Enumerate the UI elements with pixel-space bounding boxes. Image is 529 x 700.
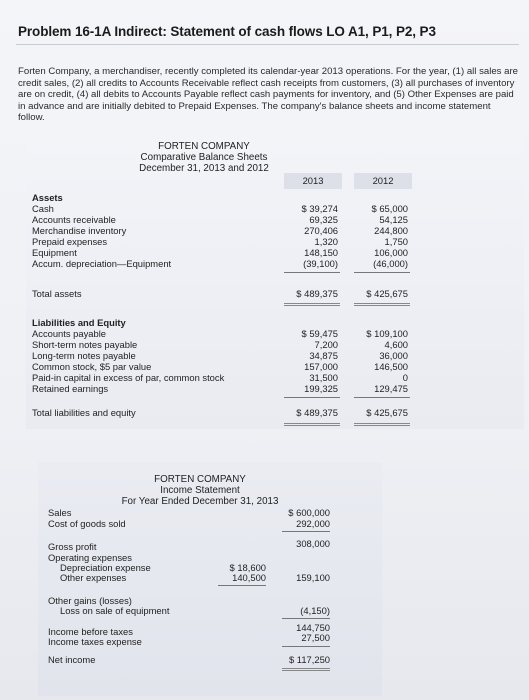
asset-2012: 54,125 bbox=[379, 214, 408, 225]
is-row-label: Loss on sale of equipment bbox=[60, 605, 170, 616]
is-row-outer: $ 117,250 bbox=[288, 654, 330, 665]
liability-label: Long-term notes payable bbox=[32, 350, 136, 361]
asset-2013: (39,100) bbox=[303, 258, 338, 269]
asset-2013: $ 39,274 bbox=[301, 203, 338, 214]
bs-date: December 31, 2013 and 2012 bbox=[139, 163, 269, 174]
title-divider bbox=[16, 44, 519, 45]
assets-subtotal-rule-2012 bbox=[354, 272, 410, 273]
total-liab-2012: $ 425,675 bbox=[366, 407, 408, 418]
bs-col-2013: 2013 bbox=[302, 175, 324, 186]
is-row-inner: $ 18,600 bbox=[229, 562, 266, 573]
liab-subtotal-rule-2012 bbox=[354, 397, 410, 398]
problem-title: Problem 16-1A Indirect: Statement of cash flows LO A1, P1, P2, P3 bbox=[18, 24, 436, 39]
asset-2013: 69,325 bbox=[309, 214, 338, 225]
total-liab-rule-2012 bbox=[354, 423, 410, 426]
liability-label: Short-term notes payable bbox=[32, 339, 138, 350]
liability-2012: 129,475 bbox=[374, 383, 408, 394]
liability-2012: 4,600 bbox=[384, 339, 408, 350]
is-row-label: Net income bbox=[48, 654, 96, 665]
opex-rule bbox=[218, 585, 266, 586]
bs-col-2012: 2012 bbox=[372, 175, 394, 186]
is-row-label: Other gains (losses) bbox=[48, 595, 132, 606]
liability-label: Common stock, $5 par value bbox=[32, 361, 152, 372]
is-row-label: Operating expenses bbox=[48, 552, 132, 563]
asset-2012: 106,000 bbox=[374, 247, 408, 258]
total-assets-rule-2012 bbox=[354, 303, 410, 306]
asset-label: Accounts receivable bbox=[32, 214, 116, 225]
liability-2013: 157,000 bbox=[304, 361, 338, 372]
is-row-label: Cost of goods sold bbox=[48, 518, 126, 529]
liab-equity-heading: Liabilities and Equity bbox=[32, 317, 126, 328]
is-row-label: Sales bbox=[48, 507, 72, 518]
net-income-rule bbox=[282, 668, 330, 671]
bs-statement-name: Comparative Balance Sheets bbox=[140, 152, 268, 163]
liability-2013: $ 59,475 bbox=[301, 328, 338, 339]
asset-2013: 148,150 bbox=[304, 247, 338, 258]
liability-label: Paid-in capital in excess of par, common stock bbox=[32, 372, 225, 383]
is-row-outer: 159,100 bbox=[296, 572, 330, 583]
total-assets-2013: $ 489,375 bbox=[296, 288, 338, 299]
liability-2013: 199,325 bbox=[304, 383, 338, 394]
is-row-inner: 140,500 bbox=[232, 572, 266, 583]
is-row-outer: $ 600,000 bbox=[288, 507, 330, 518]
liability-label: Retained earnings bbox=[32, 383, 109, 394]
tax-rule bbox=[282, 646, 330, 647]
is-row-label: Other expenses bbox=[60, 572, 127, 583]
asset-label: Merchandise inventory bbox=[32, 225, 127, 236]
problem-intro: Forten Company, a merchandiser, recently completed its calendar-year 2013 operations. For the year, (1) all sales are credit sales, (2) all credits to Accounts Receivable reflect cash receipts from customers, (3) all purchases of inventory are on credit, (4) all debits to Accounts Payable reflect cash payments for inventory, and (5) Other Expenses are paid in advance and are initially debited to Prepaid Expenses. The company's balance sheets and income statement follow. bbox=[18, 66, 519, 124]
liability-2012: 0 bbox=[402, 372, 408, 383]
is-row-label: Gross profit bbox=[48, 541, 97, 552]
liability-2012: 146,500 bbox=[374, 361, 408, 372]
is-row-label: Depreciation expense bbox=[60, 562, 151, 573]
assets-heading: Assets bbox=[32, 192, 63, 203]
is-row-outer: (4,150) bbox=[300, 605, 330, 616]
asset-label: Accum. depreciation—Equipment bbox=[32, 258, 172, 269]
liability-2013: 7,200 bbox=[314, 339, 338, 350]
asset-label: Prepaid expenses bbox=[32, 236, 108, 247]
bs-company: FORTEN COMPANY bbox=[158, 141, 250, 152]
asset-2013: 1,320 bbox=[314, 236, 338, 247]
liability-2012: $ 109,100 bbox=[366, 328, 408, 339]
is-date: For Year Ended December 31, 2013 bbox=[121, 496, 279, 507]
total-liab-rule-2013 bbox=[284, 423, 340, 426]
income-statement bbox=[38, 462, 382, 696]
asset-label: Cash bbox=[32, 203, 54, 214]
asset-2012: $ 65,000 bbox=[371, 203, 408, 214]
asset-2012: 1,750 bbox=[384, 236, 408, 247]
is-statement-name: Income Statement bbox=[160, 485, 240, 496]
asset-2012: 244,800 bbox=[374, 225, 408, 236]
liability-2013: 34,875 bbox=[309, 350, 338, 361]
total-liab-2013: $ 489,375 bbox=[296, 407, 338, 418]
is-row-label: Income before taxes bbox=[48, 626, 133, 637]
asset-2013: 270,406 bbox=[304, 225, 338, 236]
liability-2012: 36,000 bbox=[379, 350, 408, 361]
asset-2012: (46,000) bbox=[373, 258, 408, 269]
liability-2013: 31,500 bbox=[309, 372, 338, 383]
gains-rule bbox=[282, 618, 330, 619]
liability-label: Accounts payable bbox=[32, 328, 107, 339]
assets-subtotal-rule-2013 bbox=[284, 272, 340, 273]
total-assets-2012: $ 425,675 bbox=[366, 288, 408, 299]
asset-label: Equipment bbox=[32, 247, 77, 258]
liab-subtotal-rule-2013 bbox=[284, 397, 340, 398]
cogs-rule bbox=[282, 531, 330, 532]
total-liab-label: Total liabilities and equity bbox=[32, 407, 136, 418]
is-row-outer: 308,000 bbox=[296, 538, 330, 549]
is-company: FORTEN COMPANY bbox=[154, 474, 246, 485]
is-row-label: Income taxes expense bbox=[48, 636, 142, 647]
is-row-outer: 27,500 bbox=[301, 632, 330, 643]
total-assets-label: Total assets bbox=[32, 288, 82, 299]
total-assets-rule-2013 bbox=[284, 303, 340, 306]
is-row-outer: 292,000 bbox=[296, 518, 330, 529]
is-row-outer: 144,750 bbox=[296, 622, 330, 633]
balance-sheet bbox=[26, 133, 524, 429]
